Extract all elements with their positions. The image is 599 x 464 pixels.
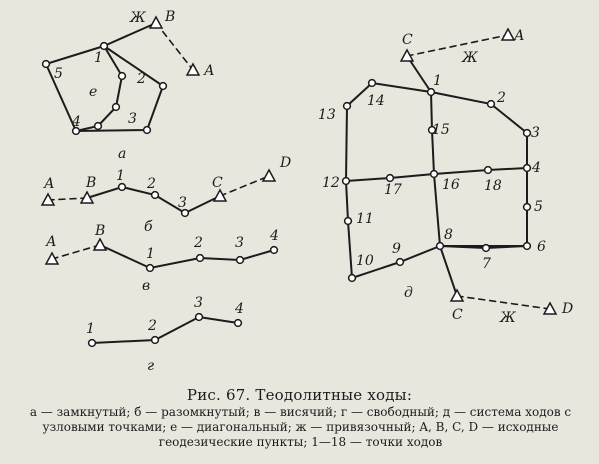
- label-network-18: 18: [484, 178, 502, 194]
- tie-line-lower: [440, 246, 457, 296]
- point-b-2: [152, 192, 159, 199]
- label-network-13: 13: [318, 107, 336, 123]
- label-network-1: 1: [433, 73, 442, 89]
- network-point-13: [344, 103, 351, 110]
- label-b-1: 1: [116, 168, 125, 184]
- label-control-b: В: [165, 9, 176, 25]
- network-central-vertical: [431, 92, 440, 246]
- network-point-12: [343, 178, 350, 185]
- point-a-1: [101, 43, 108, 50]
- label-v-1: 1: [146, 246, 155, 262]
- label-network-c-upper: С: [402, 32, 413, 48]
- network-point-6: [524, 243, 531, 250]
- orientation-line-c-d-network: [457, 296, 550, 309]
- label-network-7: 7: [482, 256, 491, 272]
- label-g-3: 3: [194, 295, 203, 311]
- point-a-2: [160, 83, 167, 90]
- diagonal-point-3: [95, 123, 102, 130]
- network-point-5: [524, 204, 531, 211]
- network-point-16: [431, 171, 438, 178]
- label-v-3: 3: [235, 235, 244, 251]
- label-hanging-a: А: [46, 234, 57, 250]
- label-network-c-lower: С: [452, 307, 463, 323]
- label-a-1: 1: [94, 50, 103, 66]
- label-network-tie-lower: Ж: [500, 310, 516, 326]
- point-a-5: [43, 61, 50, 68]
- control-point-a: [187, 64, 199, 75]
- diagonal-point-2: [113, 104, 120, 111]
- caption-a: а: [118, 146, 127, 162]
- control-point-c-lower: [451, 290, 463, 301]
- figure-title: Рис. 67. Теодолитные ходы:: [186, 386, 413, 404]
- orientation-line-c-d: [220, 176, 269, 196]
- network-point-2: [488, 101, 495, 108]
- label-network-5: 5: [534, 199, 543, 215]
- label-open-b: В: [86, 175, 97, 191]
- tie-traverse-line: [104, 23, 156, 46]
- label-network-12: 12: [322, 175, 340, 191]
- point-g-1: [89, 340, 96, 347]
- label-network-3: 3: [531, 125, 540, 141]
- label-g-2: 2: [148, 318, 157, 334]
- label-b-2: 2: [147, 176, 156, 192]
- control-point-a-network: [502, 29, 514, 40]
- network-point-4: [524, 165, 531, 172]
- control-point-c-open: [214, 190, 226, 201]
- point-v-2: [197, 255, 204, 262]
- point-g-4: [235, 320, 242, 327]
- label-network-8: 8: [444, 227, 453, 243]
- label-network-17: 17: [384, 182, 402, 198]
- network-point-10: [349, 275, 356, 282]
- network-point-3: [524, 130, 531, 137]
- caption-g: г: [147, 358, 155, 374]
- caption-d: д: [404, 285, 413, 301]
- orientation-line-hanging: [52, 245, 100, 259]
- network-point-9: [397, 259, 404, 266]
- label-network-6: 6: [537, 239, 546, 255]
- network-point-1: [428, 89, 435, 96]
- point-g-3: [196, 314, 203, 321]
- label-network-10: 10: [356, 253, 374, 269]
- free-traverse-line: [92, 317, 238, 343]
- label-network-4: 4: [532, 160, 541, 176]
- caption-v: в: [142, 278, 151, 294]
- point-g-2: [152, 337, 159, 344]
- point-v-4: [271, 247, 278, 254]
- label-network-2: 2: [497, 90, 506, 106]
- label-network-14: 14: [367, 93, 385, 109]
- label-g-1: 1: [86, 321, 95, 337]
- hanging-traverse-line: [100, 245, 274, 268]
- label-network-16: 16: [442, 177, 460, 193]
- network-point-17: [387, 175, 394, 182]
- label-network-11: 11: [356, 211, 374, 227]
- network-point-18: [485, 167, 492, 174]
- figure-legend: а — замкнутый; б — разомкнутый; в — висячий; г — свободный; д — система ходов с узловыми точками; е — диагональный; ж — привязочный; A, B, C, D — исходные геодезические пункты; 1—18 — точки ходов: [29, 405, 572, 449]
- point-a-3: [144, 127, 151, 134]
- label-network-9: 9: [392, 241, 401, 257]
- point-b-1: [119, 184, 126, 191]
- network-point-11: [345, 218, 352, 225]
- control-point-d-open: [263, 170, 275, 181]
- label-a-3: 3: [128, 111, 137, 127]
- network-point-14: [369, 80, 376, 87]
- label-hanging-b: В: [95, 223, 106, 239]
- label-b-3: 3: [178, 195, 187, 211]
- control-point-b-hanging: [94, 239, 106, 250]
- orientation-line-b-a: [156, 23, 193, 70]
- label-open-c: С: [212, 175, 223, 191]
- label-network-d: D: [562, 301, 574, 317]
- caption-b: б: [144, 219, 153, 235]
- label-a-4: 4: [72, 114, 81, 130]
- label-network-tie-upper: Ж: [462, 50, 478, 66]
- label-v-4: 4: [270, 228, 279, 244]
- label-g-4: 4: [235, 301, 244, 317]
- orientation-line-c-a: [407, 35, 508, 56]
- orientation-line-a-b: [48, 198, 87, 200]
- diagonal-point-1: [119, 73, 126, 80]
- label-network-15: 15: [432, 122, 450, 138]
- network-point-8: [437, 243, 444, 250]
- label-open-d: D: [280, 155, 292, 171]
- point-v-3: [237, 257, 244, 264]
- label-open-a: А: [44, 176, 55, 192]
- label-v-2: 2: [194, 235, 203, 251]
- label-control-a: А: [204, 63, 215, 79]
- point-v-1: [147, 265, 154, 272]
- control-point-b: [150, 17, 162, 28]
- network-point-7: [483, 245, 490, 252]
- label-diagonal: е: [89, 84, 98, 100]
- label-network-a: А: [514, 28, 525, 44]
- label-tie-a: Ж: [130, 10, 146, 26]
- label-a-2: 2: [137, 71, 146, 87]
- label-a-5: 5: [54, 66, 63, 82]
